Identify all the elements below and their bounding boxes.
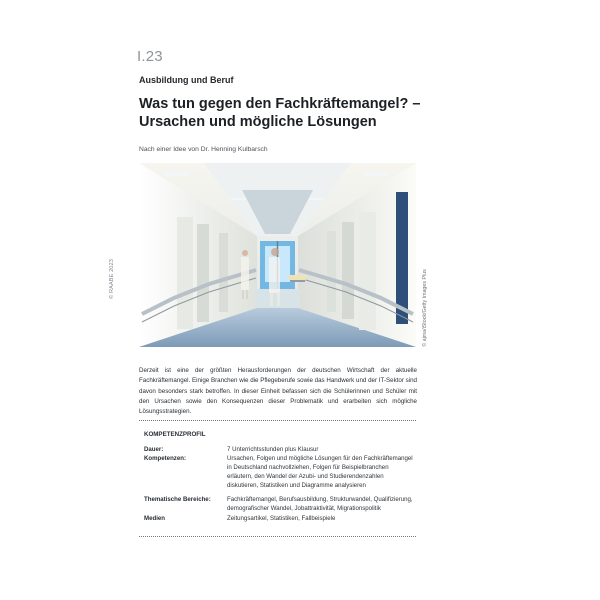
profile-value-competencies: Ursachen, Folgen und mögliche Lösungen für den Fachkräftemangel in Deutschland nachvollziehen, Folgen für Beispielbranchen erläutern, den Wandel der Azubi- und Studierendenzahlen diskutieren, Statistiken und Diagramme analysieren [227,455,413,489]
profile-value-media: Zeitungsartikel, Statistiken, Fallbeispiele [227,515,336,522]
profile-label-topics: Thematische Bereiche: [144,496,211,503]
competence-profile-box [139,420,416,537]
profile-label-competencies: Kompetenzen: [144,455,186,462]
category-heading: Ausbildung und Beruf [139,75,234,85]
hospital-corridor-illustration [139,163,416,347]
section-number: I.23 [137,48,163,65]
competence-profile-heading: KOMPETENZPROFIL [144,431,206,438]
copyright-side-label: © RAABE 2023 [109,259,115,299]
profile-label-media: Medien [144,515,165,522]
intro-paragraph: Derzeit ist eine der größten Herausforderungen der deutschen Wirtschaft der aktuelle Fachkräftemangel. Einige Branchen wie die Pflegeberufe sowie das Handwerk und der IT-Sektor sind davon besonders stark betroffen. In dieser Einheit befassen sich die Schülerinnen und Schüler mit den Ursachen sowie den Konsequenzen dieser Problematik und erarbeiten sich mögliche Lösungsstrategien. [139,367,417,416]
profile-label-duration: Dauer: [144,446,164,453]
hospital-corridor-photo [139,163,416,347]
profile-value-topics: Fachkräftemangel, Berufsausbildung, Strukturwandel, Qualifizierung, demografischer Wandel, Jobattraktivität, Migrationspolitik [227,496,413,512]
page-title: Was tun gegen den Fachkräftemangel? – Ursachen und mögliche Lösungen [139,96,421,130]
author-line: Nach einer Idee von Dr. Henning Kulbarsch [139,146,268,153]
photo-credit: © ajma/iStock/Getty Images Plus [422,269,428,347]
profile-value-duration: 7 Unterrichtsstunden plus Klausur [227,446,319,453]
